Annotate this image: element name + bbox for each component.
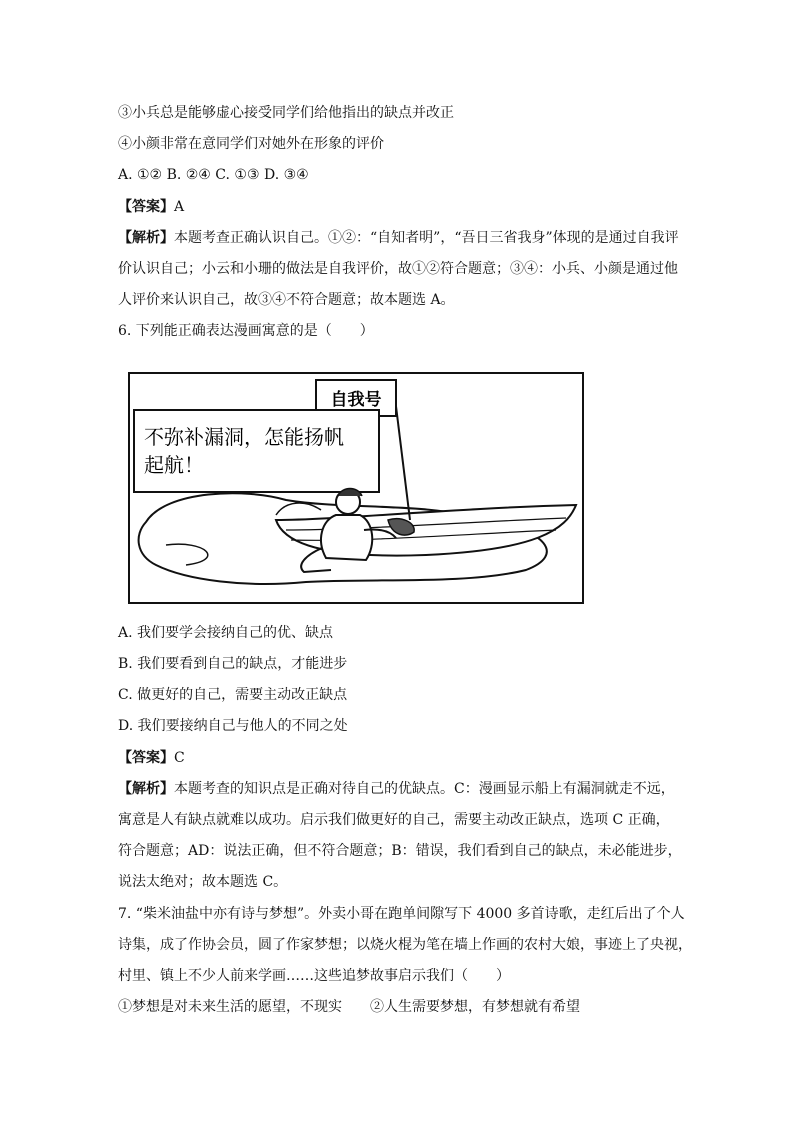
caption-line-1: 不弥补漏洞，怎能扬帆 xyxy=(144,425,344,449)
choice-c: C. 做更好的自己，需要主动改正缺点 xyxy=(118,687,348,703)
answer-line xyxy=(118,198,184,216)
question-7-text: 诗集，成了作协会员，圆了作家梦想；以烧火棍为笔在墙上作画的农村大娘，事迹上了央视， xyxy=(118,937,692,953)
option-4: ④小颜非常在意同学们对她外在形象的评价 xyxy=(118,136,384,152)
answer-value: C xyxy=(174,750,185,766)
answer-line xyxy=(118,749,185,767)
analysis-line: 价认识自己；小云和小珊的做法是自我评价，故①②符合题意；③④：小兵、小颜是通过他 xyxy=(118,261,678,277)
option-3: ③小兵总是能够虚心接受同学们给他指出的缺点并改正 xyxy=(118,105,454,121)
answer-value: A xyxy=(174,199,185,215)
choice-d: D. 我们要接纳自己与他人的不同之处 xyxy=(118,718,348,734)
answer-choices: A. ①② B. ②④ C. ①③ D. ③④ xyxy=(118,167,309,183)
question-7-options: ①梦想是对未来生活的愿望，不现实 ②人生需要梦想，有梦想就有希望 xyxy=(118,999,580,1015)
question-7-text: 村里、镇上不少人前来学画……这些追梦故事启示我们（ ） xyxy=(118,968,510,984)
cartoon-image xyxy=(126,370,586,606)
analysis-text: 本题考查的知识点是正确对待自己的优缺点。C：漫画显示船上有漏洞就走不远， xyxy=(174,781,675,797)
analysis-tag: 【解析】 xyxy=(118,781,174,797)
choice-b: B. 我们要看到自己的缺点，才能进步 xyxy=(118,656,348,672)
analysis-line: 人评价来认识自己，故③④不符合题意；故本题选 A。 xyxy=(118,292,455,308)
caption-line-2: 起航！ xyxy=(144,453,204,477)
answer-tag: 【答案】 xyxy=(118,199,174,215)
analysis-tag: 【解析】 xyxy=(118,230,174,246)
analysis-line: 符合题意；AD：说法正确，但不符合题意；B：错误，我们看到自己的缺点，未必能进步， xyxy=(118,843,682,859)
question-7: 7. “柴米油盐中亦有诗与梦想”。外卖小哥在跑单间隙写下 4000 多首诗歌，走红后出了个人 xyxy=(118,906,685,922)
analysis-line: 说法太绝对；故本题选 C。 xyxy=(118,874,288,890)
choice-a: A. 我们要学会接纳自己的优、缺点 xyxy=(118,625,334,641)
analysis-line xyxy=(118,780,675,798)
sign-text: 自我号 xyxy=(330,390,382,410)
answer-tag: 【答案】 xyxy=(118,750,174,766)
analysis-line: 寓意是人有缺点就难以成功。启示我们做更好的自己，需要主动改正缺点，选项 C 正确， xyxy=(118,812,670,828)
analysis-text: 本题考查正确认识自己。①②：“自知者明”，“吾日三省我身”体现的是通过自我评 xyxy=(174,230,679,246)
analysis-line xyxy=(118,229,679,247)
question-6: 6. 下列能正确表达漫画寓意的是（ ） xyxy=(118,323,374,339)
